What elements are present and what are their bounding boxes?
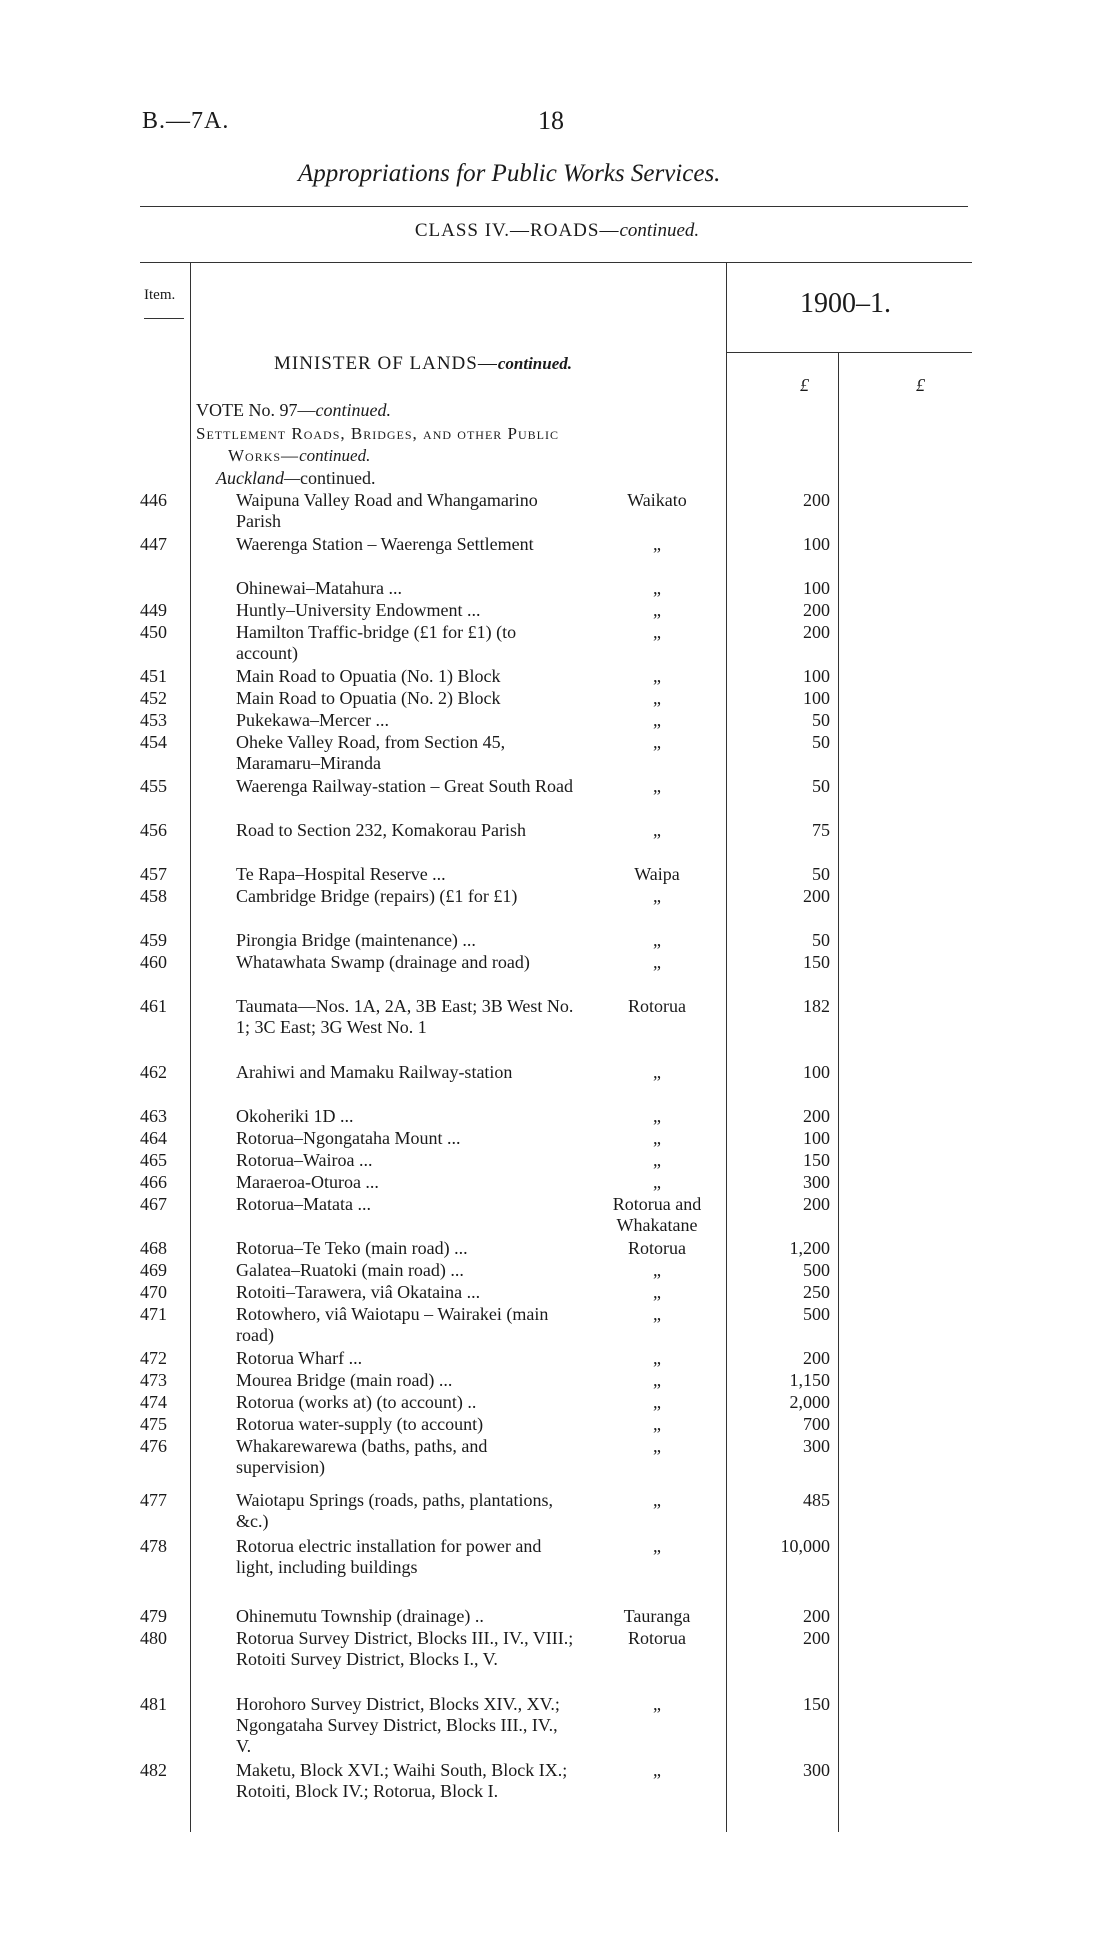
item-district: „ <box>653 732 661 752</box>
item-district: „ <box>653 1282 661 1302</box>
item-description: Rotorua–Matata ... <box>236 1194 371 1214</box>
item-amount: 100 <box>803 688 830 708</box>
item-number: 466 <box>140 1172 167 1192</box>
item-description: Maketu, Block XVI.; Waihi South, Block IX.; Rotoiti, Block IV.; Rotorua, Block I. <box>236 1760 568 1801</box>
item-number: 449 <box>140 600 167 620</box>
district-heading <box>216 468 375 489</box>
item-description: Waerenga Railway-station – Great South Road <box>236 776 573 796</box>
item-district: Waikato <box>627 490 687 510</box>
item-number: 455 <box>140 776 167 796</box>
item-number: 460 <box>140 952 167 972</box>
item-description: Rotorua–Ngongataha Mount ... <box>236 1128 461 1148</box>
item-description: Whatawhata Swamp (drainage and road) <box>236 952 530 972</box>
item-description: Main Road to Opuatia (No. 2) Block <box>236 688 501 708</box>
item-number: 452 <box>140 688 167 708</box>
item-number: 467 <box>140 1194 167 1214</box>
item-number: 447 <box>140 534 167 554</box>
item-amount: 485 <box>803 1490 830 1510</box>
item-district: „ <box>653 1304 661 1324</box>
pound-sign-right: £ <box>916 375 925 395</box>
item-number: 458 <box>140 886 167 906</box>
item-district: „ <box>653 1260 661 1280</box>
item-amount: 200 <box>803 1628 830 1648</box>
item-amount: 182 <box>803 996 830 1016</box>
item-header-rule <box>144 318 184 319</box>
item-number: 446 <box>140 490 167 510</box>
item-amount: 200 <box>803 1606 830 1626</box>
item-description: Mourea Bridge (main road) ... <box>236 1370 453 1390</box>
item-amount: 700 <box>803 1414 830 1434</box>
item-district: „ <box>653 952 661 972</box>
item-description: Waipuna Valley Road and Whangamarino Parish <box>236 490 538 531</box>
item-description: Rotorua Wharf ... <box>236 1348 363 1368</box>
item-amount: 300 <box>803 1172 830 1192</box>
title-rule <box>140 206 968 207</box>
item-amount: 100 <box>803 1062 830 1082</box>
item-number: 471 <box>140 1304 167 1324</box>
item-amount: 300 <box>803 1436 830 1456</box>
item-description: Arahiwi and Mamaku Railway-station <box>236 1062 513 1082</box>
item-number: 450 <box>140 622 167 642</box>
item-amount: 150 <box>803 1694 830 1714</box>
item-number: 478 <box>140 1536 167 1556</box>
item-amount: 150 <box>803 1150 830 1170</box>
document-reference: B.—7A. <box>142 108 230 134</box>
item-amount: 200 <box>803 622 830 642</box>
item-amount: 1,150 <box>789 1370 830 1390</box>
class-heading-main: CLASS IV.—ROADS— <box>414 220 620 241</box>
vote-suffix: continued. <box>315 400 391 420</box>
item-description: Okoheriki 1D ... <box>236 1106 354 1126</box>
district-column-divider <box>726 262 727 1832</box>
item-description: Taumata—Nos. 1A, 2A, 3B East; 3B West No. 1; 3C East; 3G West No. 1 <box>236 996 574 1037</box>
item-district: „ <box>653 1348 661 1368</box>
item-number: 464 <box>140 1128 167 1148</box>
item-district: „ <box>653 1490 661 1510</box>
item-district: „ <box>653 710 661 730</box>
item-description: Main Road to Opuatia (No. 1) Block <box>236 666 501 686</box>
item-description: Whakarewarewa (baths, paths, and supervision) <box>236 1436 488 1477</box>
item-number: 481 <box>140 1694 167 1714</box>
item-number: 479 <box>140 1606 167 1626</box>
item-number: 475 <box>140 1414 167 1434</box>
item-district: „ <box>653 1414 661 1434</box>
minister-label: MINISTER OF LANDS— <box>274 353 498 374</box>
page-title: Appropriations for Public Works Services. <box>298 160 721 187</box>
minister-suffix: continued. <box>497 354 573 373</box>
subhead-line-2-label: Works— <box>228 446 300 465</box>
item-amount: 10,000 <box>780 1536 830 1556</box>
amount-column-divider <box>838 352 839 1832</box>
item-description: Waiotapu Springs (roads, paths, plantations, &c.) <box>236 1490 554 1531</box>
item-description: Ohinewai–Matahura ... <box>236 578 402 598</box>
item-column-header: Item. <box>144 287 176 303</box>
item-description: Road to Section 232, Komakorau Parish <box>236 820 526 840</box>
item-description: Ohinemutu Township (drainage) .. <box>236 1606 484 1626</box>
subhead-line-2-suffix: continued. <box>299 446 371 465</box>
item-amount: 75 <box>812 820 830 840</box>
item-amount: 2,000 <box>789 1392 830 1412</box>
subhead-line-1: Settlement Roads, Bridges, and other Public <box>196 424 559 443</box>
item-amount: 100 <box>803 534 830 554</box>
item-description: Rotorua–Wairoa ... <box>236 1150 373 1170</box>
item-description: Rotorua electric installation for power and light, including buildings <box>236 1536 542 1577</box>
item-district: „ <box>653 1062 661 1082</box>
item-number: 462 <box>140 1062 167 1082</box>
item-number: 465 <box>140 1150 167 1170</box>
item-amount: 50 <box>812 930 830 950</box>
item-number: 454 <box>140 732 167 752</box>
item-number: 473 <box>140 1370 167 1390</box>
item-amount: 50 <box>812 710 830 730</box>
district-label: Auckland— <box>216 468 300 488</box>
minister-heading <box>274 353 572 375</box>
item-number: 477 <box>140 1490 167 1510</box>
item-number: 453 <box>140 710 167 730</box>
item-district: „ <box>653 1392 661 1412</box>
item-number: 451 <box>140 666 167 686</box>
item-district: Rotorua <box>628 996 686 1016</box>
item-district: „ <box>653 820 661 840</box>
item-description: Pirongia Bridge (maintenance) ... <box>236 930 476 950</box>
item-district: „ <box>653 886 661 906</box>
item-description: Rotowhero, viâ Waiotapu – Wairakei (main road) <box>236 1304 549 1345</box>
item-amount: 500 <box>803 1304 830 1324</box>
item-number: 461 <box>140 996 167 1016</box>
item-amount: 50 <box>812 732 830 752</box>
class-heading <box>0 220 1114 242</box>
item-amount: 200 <box>803 490 830 510</box>
page-number: 18 <box>538 106 564 135</box>
item-number: 474 <box>140 1392 167 1412</box>
item-number: 456 <box>140 820 167 840</box>
item-description: Oheke Valley Road, from Section 45, Maramaru–Miranda <box>236 732 506 773</box>
item-district: „ <box>653 1106 661 1126</box>
item-description: Rotoiti–Tarawera, viâ Okataina ... <box>236 1282 481 1302</box>
subhead-line-2 <box>228 446 370 466</box>
item-description: Waerenga Station – Waerenga Settlement <box>236 534 534 554</box>
year-header-rule <box>726 352 972 353</box>
item-amount: 300 <box>803 1760 830 1780</box>
item-district: „ <box>653 622 661 642</box>
item-district: „ <box>653 688 661 708</box>
item-amount: 200 <box>803 1194 830 1214</box>
item-column-divider <box>190 262 191 1832</box>
item-district: „ <box>653 1370 661 1390</box>
item-amount: 100 <box>803 666 830 686</box>
item-amount: 200 <box>803 1348 830 1368</box>
item-amount: 500 <box>803 1260 830 1280</box>
item-district: „ <box>653 1128 661 1148</box>
item-district: Rotorua <box>628 1628 686 1648</box>
item-amount: 50 <box>812 776 830 796</box>
item-number: 470 <box>140 1282 167 1302</box>
item-district: „ <box>653 930 661 950</box>
item-description: Te Rapa–Hospital Reserve ... <box>236 864 446 884</box>
item-number: 459 <box>140 930 167 950</box>
item-description: Hamilton Traffic-bridge (£1 for £1) (to account) <box>236 622 517 663</box>
pound-sign-left: £ <box>800 375 809 395</box>
item-description: Maraeroa-Oturoa ... <box>236 1172 379 1192</box>
item-number: 472 <box>140 1348 167 1368</box>
item-amount: 200 <box>803 1106 830 1126</box>
year-column-header: 1900–1. <box>800 288 891 319</box>
item-description: Cambridge Bridge (repairs) (£1 for £1) <box>236 886 518 906</box>
item-description: Huntly–University Endowment ... <box>236 600 481 620</box>
item-district: Tauranga <box>623 1606 691 1626</box>
item-district: Waipa <box>634 864 680 884</box>
item-district: Rotorua and Whakatane <box>612 1194 702 1235</box>
item-district: „ <box>653 1536 661 1556</box>
item-amount: 250 <box>803 1282 830 1302</box>
item-amount: 200 <box>803 886 830 906</box>
item-number: 469 <box>140 1260 167 1280</box>
item-district: „ <box>653 600 661 620</box>
item-number: 468 <box>140 1238 167 1258</box>
item-amount: 200 <box>803 600 830 620</box>
item-district: „ <box>653 1760 661 1780</box>
item-description: Pukekawa–Mercer ... <box>236 710 389 730</box>
item-district: „ <box>653 776 661 796</box>
vote-label: VOTE No. 97— <box>196 400 316 420</box>
item-district: „ <box>653 1694 661 1714</box>
item-amount: 150 <box>803 952 830 972</box>
item-description: Horohoro Survey District, Blocks XIV., XV.; Ngongataha Survey District, Blocks III., IV., V. <box>236 1694 560 1756</box>
class-heading-suffix: continued. <box>619 220 700 241</box>
item-number: 480 <box>140 1628 167 1648</box>
item-description: Rotorua (works at) (to account) .. <box>236 1392 477 1412</box>
item-amount: 100 <box>803 1128 830 1148</box>
item-district: Rotorua <box>628 1238 686 1258</box>
item-district: „ <box>653 666 661 686</box>
item-district: „ <box>653 1172 661 1192</box>
item-description: Rotorua–Te Teko (main road) ... <box>236 1238 468 1258</box>
item-district: „ <box>653 1436 661 1456</box>
item-amount: 50 <box>812 864 830 884</box>
table-top-rule <box>140 262 972 263</box>
item-number: 482 <box>140 1760 167 1780</box>
item-amount: 100 <box>803 578 830 598</box>
item-district: „ <box>653 578 661 598</box>
item-number: 463 <box>140 1106 167 1126</box>
item-description: Rotorua Survey District, Blocks III., IV., VIII.; Rotoiti Survey District, Blocks I., V. <box>236 1628 574 1669</box>
item-district: „ <box>653 534 661 554</box>
item-amount: 1,200 <box>789 1238 830 1258</box>
item-district: „ <box>653 1150 661 1170</box>
item-number: 457 <box>140 864 167 884</box>
item-description: Rotorua water-supply (to account) <box>236 1414 484 1434</box>
item-number: 476 <box>140 1436 167 1456</box>
vote-heading <box>196 400 391 421</box>
district-suffix: continued. <box>299 468 376 488</box>
item-description: Galatea–Ruatoki (main road) ... <box>236 1260 464 1280</box>
